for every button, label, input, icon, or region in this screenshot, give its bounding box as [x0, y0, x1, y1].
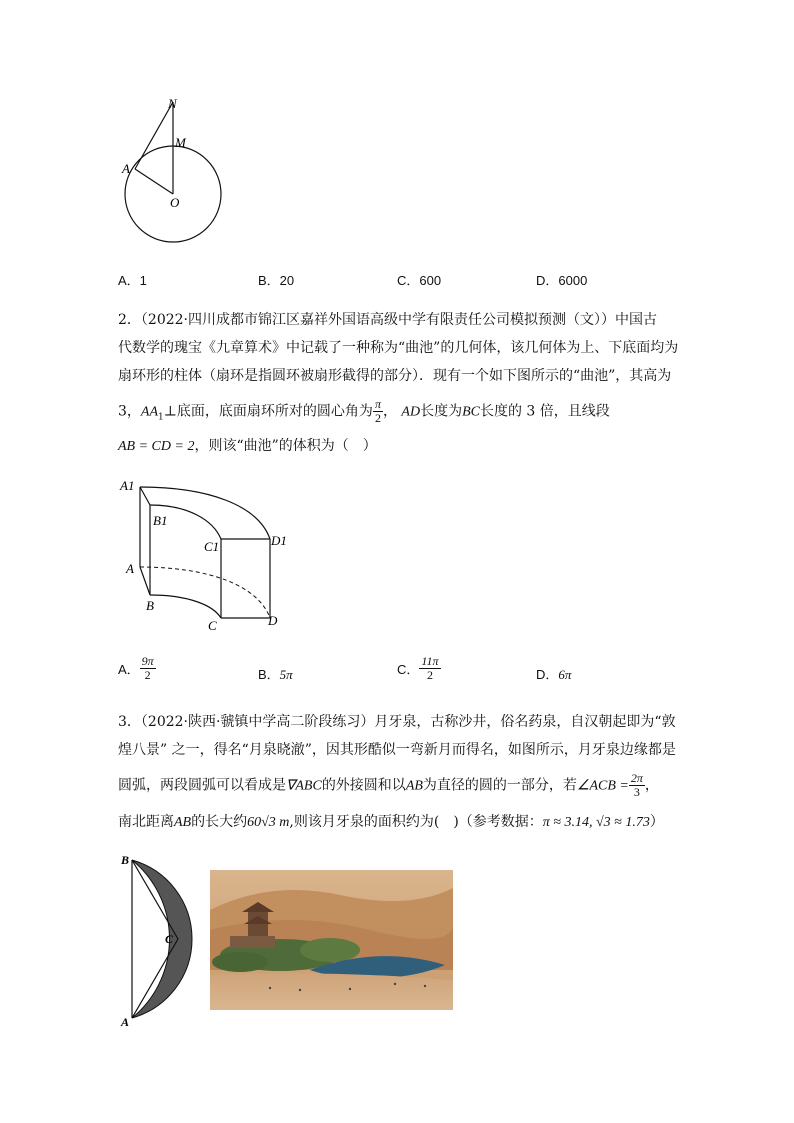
q2-bottom-inner-arc: [150, 595, 221, 618]
q2-label-d: D: [268, 613, 278, 628]
q2-option-a: A． $\frac{9\pi}{2}$: [118, 654, 154, 682]
q3-angle-fraction: $\frac{2\pi}{3}$: [630, 771, 643, 799]
q2-quchi-figure: [118, 475, 298, 635]
q2-angle-fraction: $\frac{\pi}{2}$: [374, 397, 381, 425]
q2-edge-ab: [140, 567, 150, 595]
q1-line-NA: [135, 102, 173, 169]
q1-option-b: B．20: [258, 273, 295, 288]
q2-arc-bc: BC: [462, 404, 480, 420]
q1-label-A: A: [122, 161, 130, 176]
q2-aa1: AA: [140, 404, 159, 420]
q3-distance-value: 60√3 m: [247, 815, 290, 830]
q2-label-a: A: [126, 561, 134, 576]
q2-line4-a: 3，: [118, 403, 141, 420]
q2-arc-ad: AD: [401, 404, 421, 420]
q2-equation: AB = CD = 2: [118, 439, 195, 454]
q3-label-a: A: [121, 1015, 130, 1029]
q2-label-b: B: [146, 598, 154, 613]
q3-crescent-lake-photo: [210, 870, 453, 1010]
q2-option-b: B．5π: [258, 667, 293, 682]
q2-option-d: D．6π: [536, 667, 572, 682]
q3-ab-1: AB: [405, 778, 423, 794]
q3-angle: ∠ACB =: [576, 778, 629, 794]
q1-option-a: A．1: [118, 273, 147, 288]
q1-option-c: C．600: [397, 273, 442, 288]
q2-line4-e: 长度的 3 倍，且线段: [479, 403, 610, 420]
q2-edge-a1b1: [140, 487, 150, 505]
q2-label-a1: A1: [120, 478, 135, 493]
q1-label-M: M: [175, 135, 186, 150]
q2-text-line3: 扇环形的柱体（扇环是指圆环被扇形截得的部分）．现有一个如下图所示的“曲池”，其高为: [118, 368, 672, 384]
q2-line4-c: ，: [382, 403, 397, 420]
q1-label-O: O: [170, 195, 180, 210]
q1-line-AO: [135, 169, 173, 194]
q2-line4-b: ⊥底面，底面扇环所对的圆心角为: [163, 403, 373, 420]
q2-hidden-outer-arc: [140, 567, 270, 618]
q1-option-d: D．6000: [536, 273, 588, 288]
q3-crescent-figure: [118, 850, 213, 1030]
q2-label-b1: B1: [153, 513, 168, 528]
q3-text-line1: 3．（2022·陕西·虢镇中学高二阶段练习）月牙泉，古称沙井，俗名药泉，自汉朝起即为“敦: [118, 714, 676, 730]
q2-label-c: C: [208, 618, 217, 633]
q2-text-line5: [118, 436, 377, 457]
q3-label-c: C: [165, 932, 174, 946]
q2-text-line2: 代数学的瑰宝《九章算术》中记载了一种称为“曲池”的几何体，该几何体为上、下底面均为: [118, 340, 679, 356]
q3-label-b: B: [121, 853, 130, 867]
q2-text-line1: 2．（2022·四川成都市锦江区嘉祥外国语高级中学有限责任公司模拟预测（文））中国古: [118, 312, 657, 328]
q2-label-c1: C1: [204, 539, 220, 554]
q2-line5-rest: ，则该“曲池”的体积为（ ）: [194, 438, 377, 454]
q1-label-N: N: [168, 96, 177, 111]
q3-text-line2: 煌八景” 之一，得名“月泉晓澈”，因其形酷似一弯新月而得名，如图所示，月牙泉边缘都是: [118, 742, 676, 758]
q2-aa1-sub: 1: [158, 412, 164, 423]
q2-line4-d: 长度为: [420, 403, 463, 420]
q3-triangle: ∇ABC: [286, 778, 322, 794]
q3-reference-data: π ≈ 3.14, √3 ≈ 1.73: [542, 815, 650, 830]
q2-option-c: C． $\frac{11\pi}{2}$: [397, 654, 439, 682]
q1-circle-figure: [115, 90, 230, 250]
q3-crescent-region: [132, 860, 192, 1018]
q2-label-d1: D1: [271, 533, 287, 548]
q3-text-line3: 圆弧，两段圆弧可以看成是∇ABC的外接圆和以AB为直径的圆的一部分，若∠ACB = $\frac{2\pi}{3}$ ，: [118, 771, 659, 799]
q3-text-line4: 南北距离AB的长大约60√3 m,则该月牙泉的面积约为( )（参考数据：π ≈ 3.14, √3 ≈ 1.73）: [118, 814, 664, 830]
q3-ab-2: AB: [174, 815, 192, 830]
q2-text-line4: [118, 398, 610, 427]
